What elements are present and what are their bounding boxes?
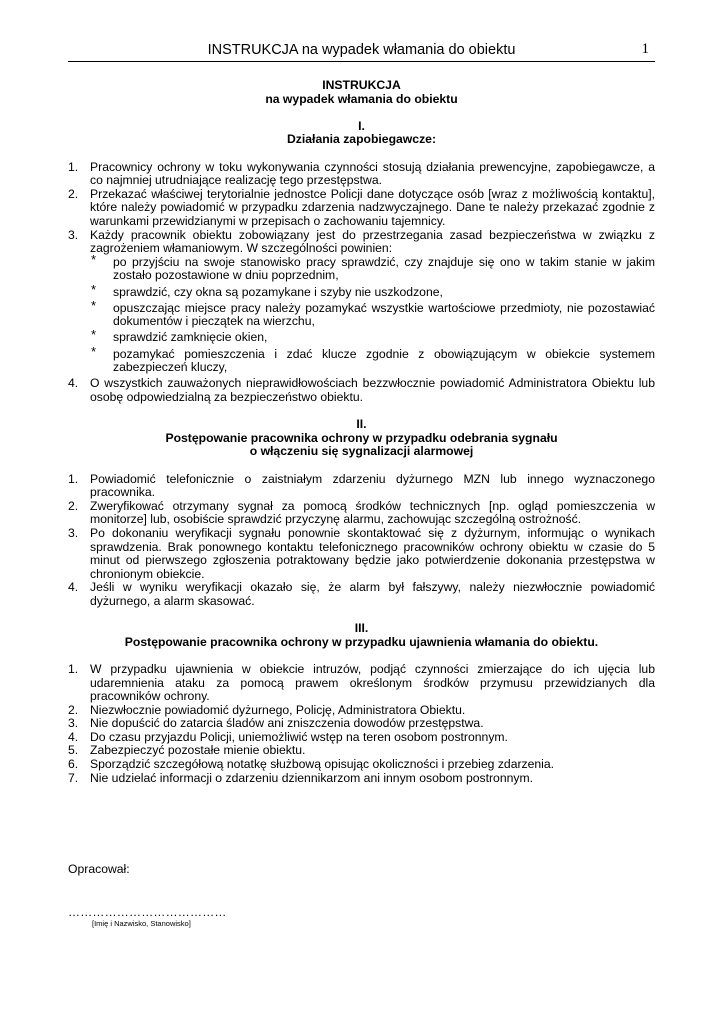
document-subtitle: na wypadek włamania do obiektu [265, 91, 458, 106]
item-text: Niezwłocznie powiadomić dyżurnego, Policję, Administratora Obiektu. [90, 702, 466, 717]
item-number: 2. [68, 498, 79, 513]
bullet-item [90, 251, 655, 283]
list-item [68, 704, 655, 718]
item-number: 5. [68, 743, 79, 758]
item-number: 3. [68, 227, 79, 242]
list-item [68, 581, 655, 608]
item-number: 4. [68, 376, 79, 391]
section-list [68, 161, 655, 405]
page-header [68, 41, 655, 62]
list-item [68, 500, 655, 527]
list-item [68, 377, 655, 404]
item-number: 7. [68, 770, 79, 785]
list-item [68, 731, 655, 745]
bullet-list [68, 251, 655, 375]
header-title: INSTRUKCJA na wypadek włamania do obiektu [207, 42, 516, 58]
item-number: 2. [68, 186, 79, 201]
item-number: 1. [68, 661, 79, 676]
item-text: Nie udzielać informacji o zdarzeniu dziennikarzom ani innym osobom postronnym. [90, 770, 534, 785]
section-heading: o włączeniu się sygnalizacji alarmowej [249, 444, 474, 459]
bullet-text: opuszczając miejsce pracy należy pozamykać wszystkie wartościowe przedmioty, nie pozostawiać dokumentów i pieczątek na wierzchu, [113, 300, 655, 329]
bullet-item [90, 327, 655, 345]
spacer [68, 459, 655, 473]
item-text: Do czasu przyjazdu Policji, uniemożliwić wstęp na teren osobom postronnym. [90, 729, 508, 744]
bullet-item [90, 297, 655, 329]
spacer [68, 405, 655, 419]
item-number: 3. [68, 716, 79, 731]
bullet-item [90, 343, 655, 375]
section-numeral: III. [354, 621, 369, 636]
list-item [68, 188, 655, 229]
prepared-by-label: Opracował: [68, 862, 130, 876]
bullet-text: pozamykać pomieszczenia i zdać klucze zgodnie z obowiązującym w obiekcie systemem zabezpieczeń kluczy, [113, 346, 655, 375]
bullet-symbol: * [91, 251, 97, 267]
section-list [68, 473, 655, 609]
spacer [68, 649, 655, 663]
bullet-symbol: * [91, 297, 97, 313]
bullet-text: sprawdzić zamknięcie okien, [113, 330, 268, 345]
section-numeral: II. [356, 417, 367, 432]
item-text: Zweryfikować otrzymany sygnał za pomocą środków technicznych [np. ogląd pomieszczenia w monitorze] lub, osobiście sprawdzić przyczynę alarmu, zachowując szczególną ostrożność. [90, 498, 655, 527]
section-list [68, 663, 655, 785]
item-number: 4. [68, 580, 79, 595]
item-text: Sporządzić szczegółową notatkę służbową opisując okoliczności i przebieg zdarzenia. [90, 757, 555, 772]
bullet-symbol: * [91, 343, 97, 359]
item-text: Jeśli w wyniku weryfikacji okazało się, że alarm był fałszywy, należy niezwłocznie powiadomić dyżurnego, a alarm skasować. [90, 580, 655, 608]
bullet-symbol: * [91, 281, 97, 297]
list-item [68, 717, 655, 731]
list-item [68, 772, 655, 786]
bullet-item [90, 281, 655, 300]
item-number: 3. [68, 525, 79, 540]
list-item [68, 527, 655, 581]
list-item [68, 229, 655, 256]
bullet-text: po przyjściu na swoje stanowisko pracy sprawdzić, czy znajduje się ono w takim stanie w jakim zostało pozostawione w dniu poprzednim, [113, 254, 655, 283]
item-text: O wszystkich zauważonych nieprawidłowościach bezzwłocznie powiadomić Administratora Obiektu lub osobę odpowiedzialną za bezpieczeństwo obiektu. [90, 376, 655, 405]
item-text: Przekazać właściwej terytorialnie jednostce Policji dane dotyczące osób [wraz z możliwością kontaktu], które należy powiadomić w przypadku zdarzenia nadzwyczajnego. Dane te należy przekazać zgodnie z warunkami przewidzianymi w przepisach o zachowaniu tajemnicy. [90, 186, 655, 228]
list-item [68, 473, 655, 500]
item-text: W przypadku ujawnienia w obiekcie intruzów, podjąć czynności zmierzające do ich ujęcia lub udaremnienia ataku za pomocą prawem określonym środków przymusu przewidzianych dla pracowników ochrony. [90, 661, 655, 704]
item-text: Zabezpieczyć pozostałe mienie obiektu. [90, 743, 306, 758]
page-number: 1 [641, 41, 649, 57]
item-text: Każdy pracownik obiektu zobowiązany jest do przestrzegania zasad bezpieczeństwa w związku z zagrożeniem włamaniowym. W szczególności powinien: [90, 227, 655, 256]
signature-note: [Imię i Nazwisko, Stanowisko] [92, 919, 191, 928]
list-item [68, 758, 655, 772]
bullet-symbol: * [91, 327, 97, 343]
item-text: Powiadomić telefonicznie o zaistniałym zdarzeniu dyżurnego MZN lub innego wyznaczonego pracownika. [90, 471, 655, 500]
item-number: 2. [68, 702, 79, 717]
item-text: Pracownicy ochrony w toku wykonywania czynności stosują działania prewencyjne, zapobiegawcze, a co najmniej utrudniające realizację tego przestępstwa. [90, 159, 655, 188]
item-number: 6. [68, 757, 79, 772]
list-item [68, 161, 655, 188]
sections-container [68, 120, 655, 785]
section-heading: Postępowanie pracownika ochrony w przypadku odebrania sygnału [165, 430, 558, 445]
item-number: 4. [68, 729, 79, 744]
spacer [68, 147, 655, 161]
item-number: 1. [68, 471, 79, 486]
item-text: Po dokonaniu weryfikacji sygnału ponownie skontaktować się z dyżurnym, informując o wynikach sprawdzenia. Brak ponownego kontaktu telefonicznego pracowników ochrony obiektu w czasie do 5 minut od pierwszego zgłoszenia potraktowany będzie jako potwierdzenie dokonania przestępstwa w chronionym obiekcie. [90, 525, 655, 581]
spacer [68, 609, 655, 623]
section-numeral: I. [358, 118, 365, 133]
document-title: INSTRUKCJA [322, 78, 401, 92]
document-body [68, 79, 655, 785]
section-heading: Działania zapobiegawcze: [287, 132, 436, 147]
list-item [68, 663, 655, 704]
section-heading: Postępowanie pracownika ochrony w przypadku ujawnienia włamania do obiektu. [124, 634, 599, 649]
signature-line: ………………………………… [68, 905, 227, 919]
item-text: Nie dopuścić do zatarcia śladów ani zniszczenia dowodów przestępstwa. [90, 716, 484, 731]
item-number: 1. [68, 159, 79, 174]
bullet-text: sprawdzić, czy okna są pozamykane i szyby nie uszkodzone, [113, 284, 443, 299]
list-item [68, 744, 655, 758]
